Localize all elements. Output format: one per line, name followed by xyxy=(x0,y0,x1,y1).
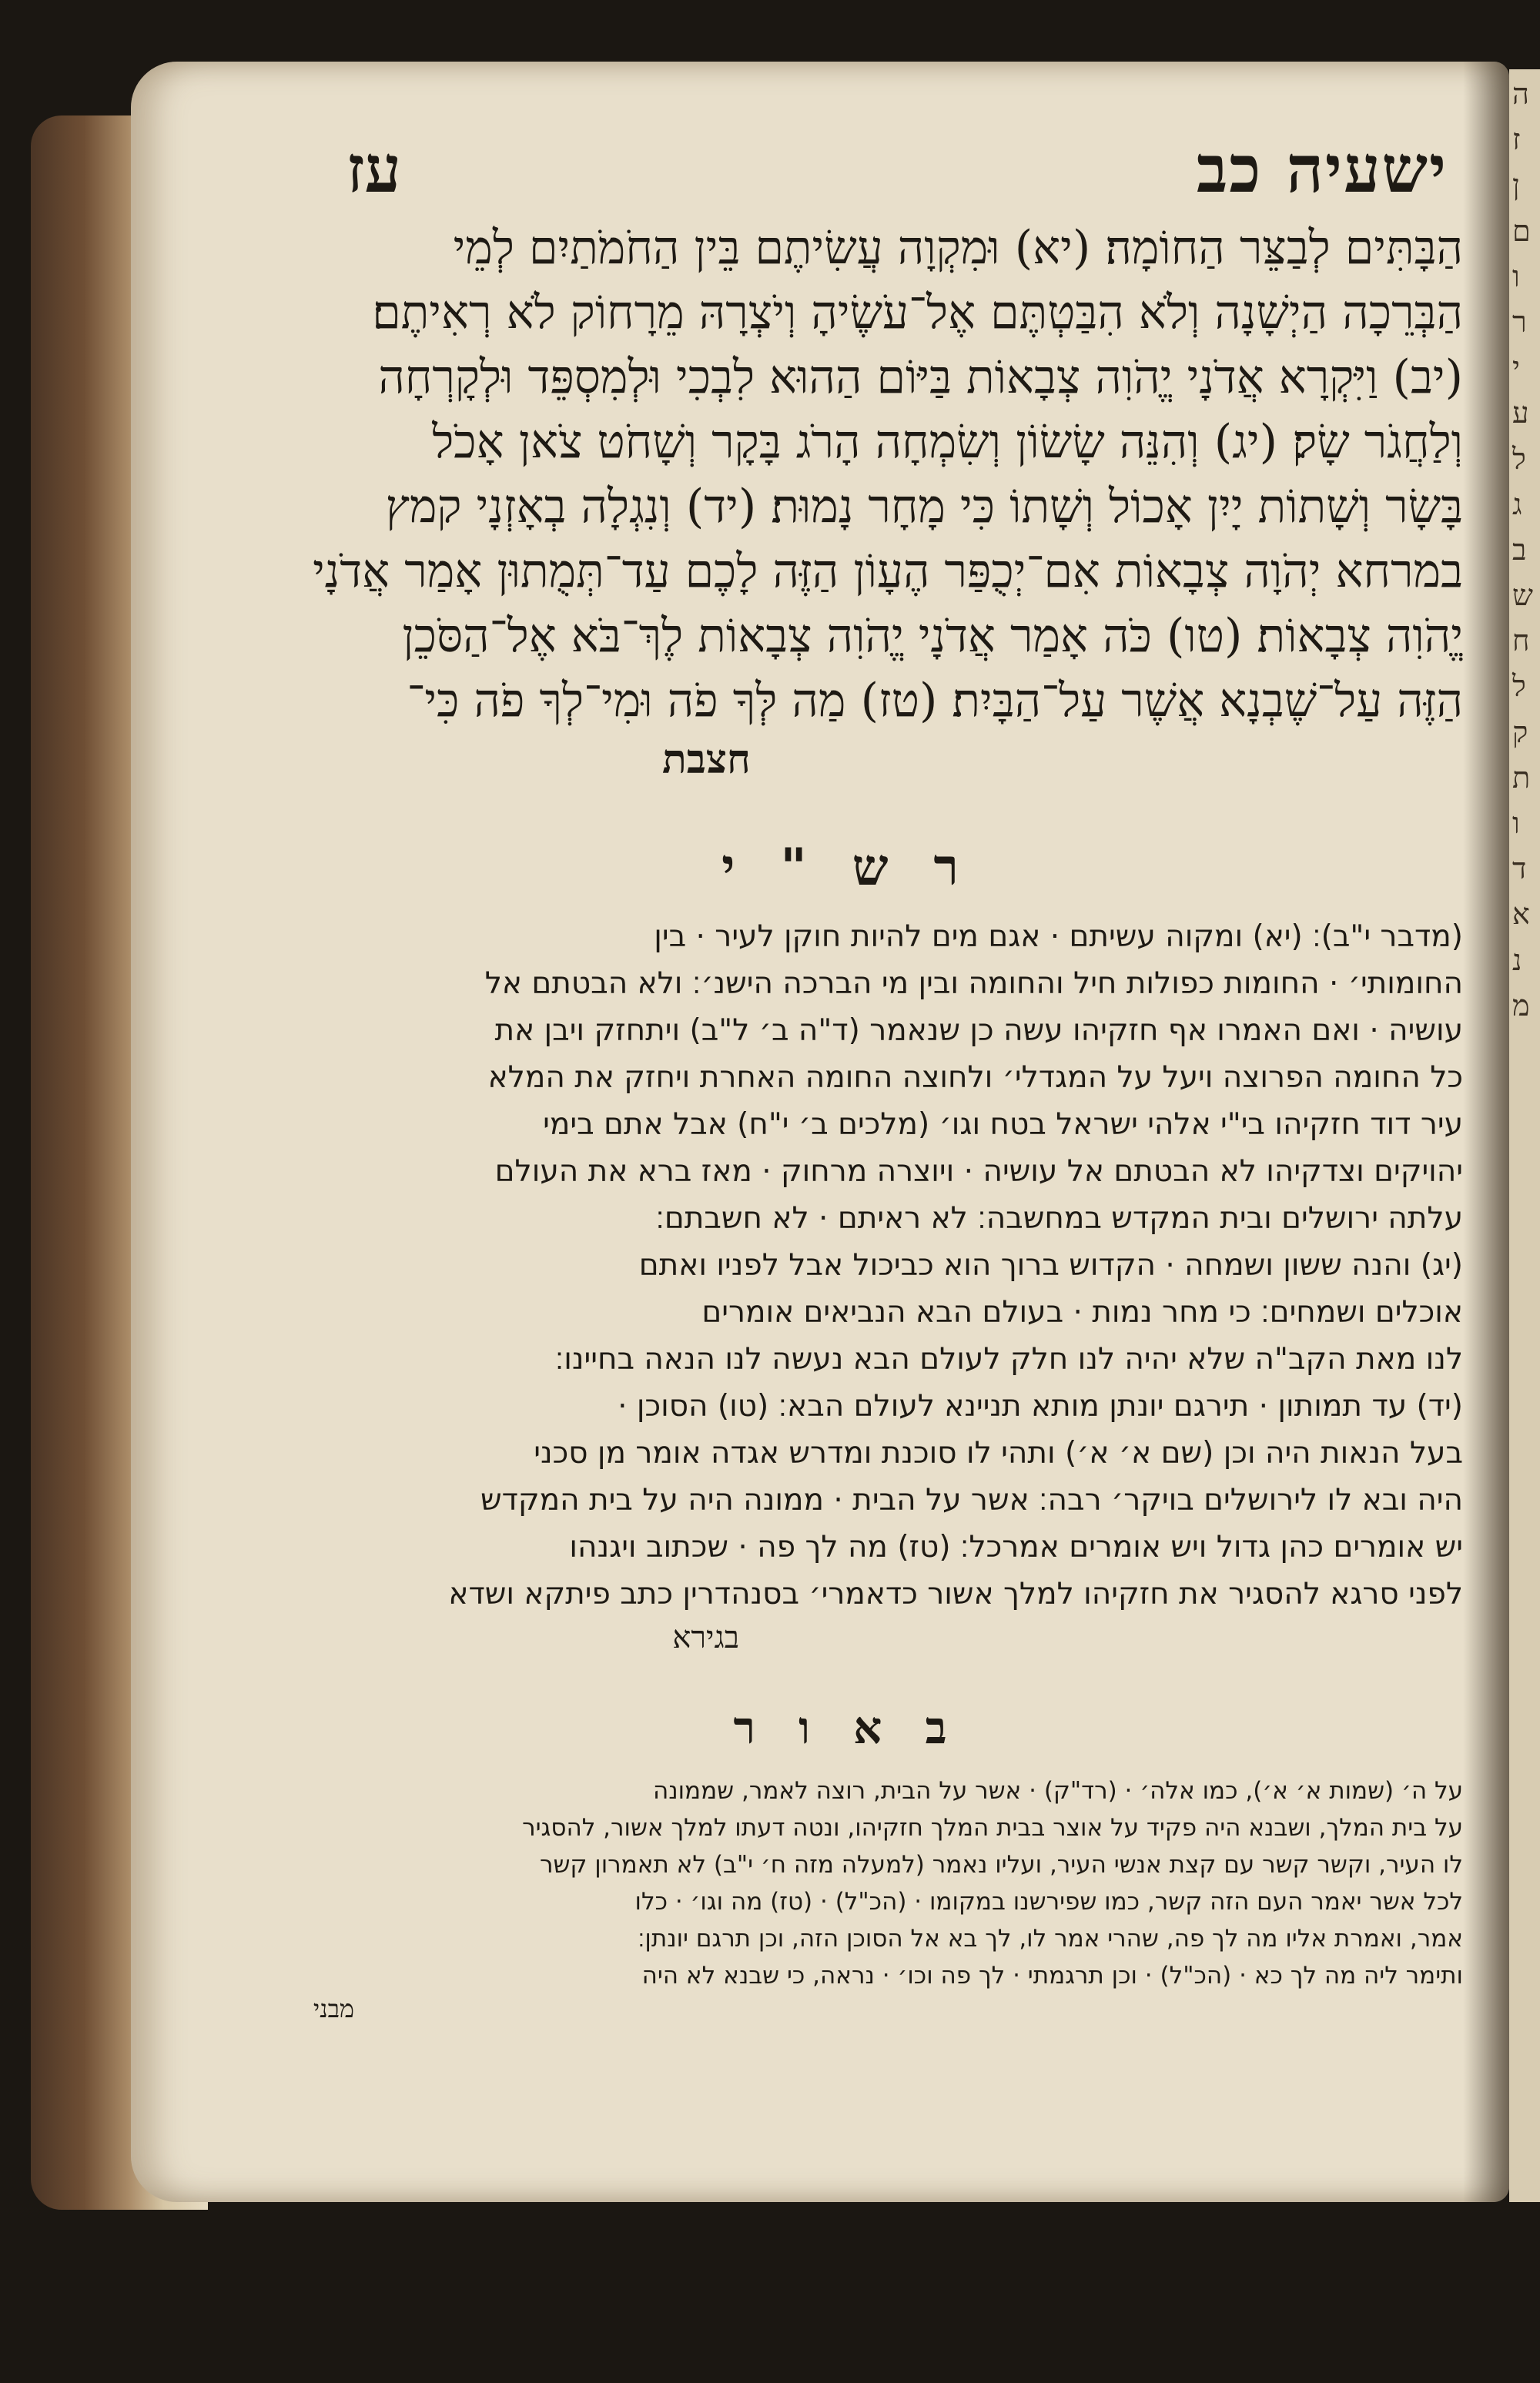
next-page-fragment: ן xyxy=(1512,168,1520,202)
main-text-line: הַבְּרֵכָה הַיְשָׁנָה וְלֹא הִבַּטְתֶּם אֶל־עֹשֶׂיהָ וְיֹצְרָהּ מֵרָחוֹק לֹא רְאִיתֶם׃ xyxy=(372,286,1463,340)
commentary-line: החומותי׳ · החומות כפולות חיל והחומה ובין מי הברכה הישנ׳׃ ולא הבטתם אל xyxy=(484,966,1463,1001)
next-page-fragment: ו xyxy=(1512,259,1520,293)
next-page-fragment: ת xyxy=(1512,760,1531,795)
biur-catchword: מבני xyxy=(313,1994,354,2023)
next-page-fragment: ד xyxy=(1512,852,1527,886)
commentary-line: אוכלים ושמחים׃ כי מחר נמות · בעולם הבא הנביאים אומרים xyxy=(701,1295,1463,1330)
next-page-fragment: א xyxy=(1512,897,1530,932)
next-page-fragment: מ xyxy=(1512,988,1530,1022)
biur-heading: ב א ו ר xyxy=(733,1702,961,1754)
commentary-heading: ר ש " י xyxy=(721,837,973,897)
running-title: ישעיה כב xyxy=(1196,131,1448,207)
biur-line: לכל אשר יאמר העם הזה קשר, כמו שפירשנו במקומו · (הכ"ל) · (טז) מה וגו׳ · כלו xyxy=(634,1888,1463,1916)
main-text-line: הַזֶּה עַל־שֶׁבְנָא אֲשֶׁר עַל־הַבָּיִת׃ (טז) מַה לְּךָ פֹה וּמִי־לְךָ פֹה כִּי־ xyxy=(407,674,1463,728)
commentary-line: בעל הנאות היה וכן (שם א׳ א׳) ותהי לו סוכנת ומדרש אגדה אומר מן סכני xyxy=(534,1436,1463,1471)
commentary-line: (יג) והנה ששון ושמחה · הקדוש ברוך הוא כביכול אבל לפניו ואתם xyxy=(638,1248,1463,1283)
next-page-fragment: י xyxy=(1512,350,1520,385)
main-catchword: חצבת xyxy=(662,736,751,783)
commentary-line: היה ובא לו לירושלים בויקר׳ רבה׃ אשר על הבית · ממונה היה על בית המקדש xyxy=(480,1483,1463,1518)
commentary-line: לנו מאת הקב"ה שלא יהיה לנו חלק לעולם הבא נעשה לנו הנאה בחיינו׃ xyxy=(554,1342,1463,1377)
gutter-shadow xyxy=(1463,62,1509,2202)
commentary-line: עלתה ירושלים ובית המקדש במחשבה׃ לא ראיתם · לא חשבתם׃ xyxy=(655,1201,1463,1236)
biur-text xyxy=(231,1772,1463,1994)
main-text-line: במרחא יְהֹוָה צְבָאוֹת אִם־יְכֻפַּר הֶעָוֹן הַזֶּה לָכֶם עַד־תְּמֻתוּן אָמַר אֲדֹנָי xyxy=(313,544,1463,598)
commentary-line: כל החומה הפרוצה ויעל על המגדלי׳ ולחוצה החומה האחרת ויחזק את המלא xyxy=(487,1060,1463,1095)
page-content xyxy=(231,123,1463,2023)
biur-line: ותימר ליה מה לך כא · (הכ"ל) · וכן תרגמתי · לך פה וכו׳ · נראה, כי שבנא לא היה xyxy=(641,1962,1463,1990)
next-page-fragment: ב xyxy=(1512,532,1527,567)
running-header xyxy=(231,123,1463,208)
folio-number: עז xyxy=(346,131,401,207)
main-text-line: יֱהֹוִה צְבָאוֹת׃ (טו) כֹּה אָמַר אֲדֹנָי יֱהֹוִה צְבָאוֹת לֶךְ־בֹּא אֶל־הַסֹּכֵן xyxy=(402,609,1463,663)
next-page-fragment: ר xyxy=(1512,304,1527,339)
next-page-fragment: נ xyxy=(1512,942,1522,977)
biur-line: על בית המלך, ושבנא היה פקיד על אוצר בבית המלך חזקיהו, ונטה דעתו למלך אשור, להסגיר xyxy=(522,1814,1463,1842)
commentary-line: (יד) עד תמותון · תירגם יונתן מותא תניינא לעולם הבא׃ (טו) הסוכן · xyxy=(618,1389,1463,1424)
biur-line: אמר, ואמרת אליו מה לך פה, שהרי אמר לו, לך בא אל הסוכן הזה, וכן תרגם יונתן׃ xyxy=(638,1925,1463,1953)
next-page-fragment: ה xyxy=(1512,77,1529,111)
next-page-edge xyxy=(1509,69,1540,2202)
biur-line: לו העיר, וקשר קשר עם קצת אנשי העיר, ועליו נאמר (למעלה מזה ח׳ י"ב) לא תאמרון קשר xyxy=(539,1851,1463,1879)
next-page-fragment: ש xyxy=(1512,578,1533,613)
next-page-fragment: ז xyxy=(1512,122,1521,157)
commentary-line: עיר דוד חזקיהו בי"י אלהי ישראל בטח וגו׳ (מלכים ב׳ י"ח) אבל אתם בימי xyxy=(543,1107,1463,1142)
main-text-line: וְלַחֲגֹר שָׂק׃ (יג) וְהִנֵּה שָׂשׂוֹן וְשִׂמְחָה הָרֹג בָּקָר וְשָׁחֹט צֹאן אָכֹל xyxy=(432,415,1463,469)
commentary-text xyxy=(231,913,1463,1618)
commentary-line: עושיה · ואם האמרו אף חזקיהו עשה כן שנאמר (ד"ה ב׳ ל"ב) ויתחזק ויבן את xyxy=(494,1013,1463,1048)
next-page-fragment: ח xyxy=(1512,624,1530,658)
next-page-fragment: ל xyxy=(1512,669,1526,704)
main-text-line: הַבָּתִּים לְבַצֵּר הַחוֹמָה׃ (יא) וּמִקְוָה עֲשִׂיתֶם בֵּין הַחֹמֹתַיִם לְמֵי xyxy=(453,221,1463,275)
next-page-fragment: ק xyxy=(1512,715,1528,749)
next-page-fragment: ג xyxy=(1512,487,1522,521)
biur-line: על ה׳ (שמות א׳ א׳), כמו אלה׳ · (רד"ק) · אשר על הבית, רוצה לאמר, שממונה xyxy=(652,1777,1463,1805)
next-page-fragment: ם xyxy=(1512,213,1531,248)
next-page-fragment: ע xyxy=(1512,396,1529,430)
main-text xyxy=(231,216,1463,733)
next-page-fragment: ו xyxy=(1512,806,1520,840)
main-text-line: (יב) וַיִּקְרָא אֲדֹנָי יֱהֹוִה צְבָאוֹת בַּיּוֹם הַהוּא לִבְכִי וּלְמִסְפֵּד וּלְקָרְחָה xyxy=(378,350,1463,404)
main-text-line: בָּשָׂר וְשָׁתוֹת יָיִן אָכוֹל וְשָׁתוֹ כִּי מָחָר נָמוּת׃ (יד) וְנִגְלָה בְאָזְנָי קמץ xyxy=(385,480,1463,534)
next-page-fragment: ל xyxy=(1512,441,1526,476)
commentary-line: יהויקים וצדקיהו לא הבטתם אל עושיה · ויוצרה מרחוק · מאז ברא את העולם xyxy=(494,1154,1463,1189)
commentary-line: (מדבר י"ב)׃ (יא) ומקוה עשיתם · אגם מים להיות חוקן לעיר · בין xyxy=(654,919,1463,954)
commentary-line: יש אומרים כהן גדול ויש אומרים אמרכל׃ (טז) מה לך פה · שכתוב ויגנהו xyxy=(569,1530,1463,1565)
commentary-line: לפני סרגא להסגיר את חזקיהו למלך אשור כדאמרי׳ בסנהדרין כתב פיתקא ושדא xyxy=(448,1577,1463,1612)
commentary-catchword: בגירא xyxy=(672,1620,739,1655)
